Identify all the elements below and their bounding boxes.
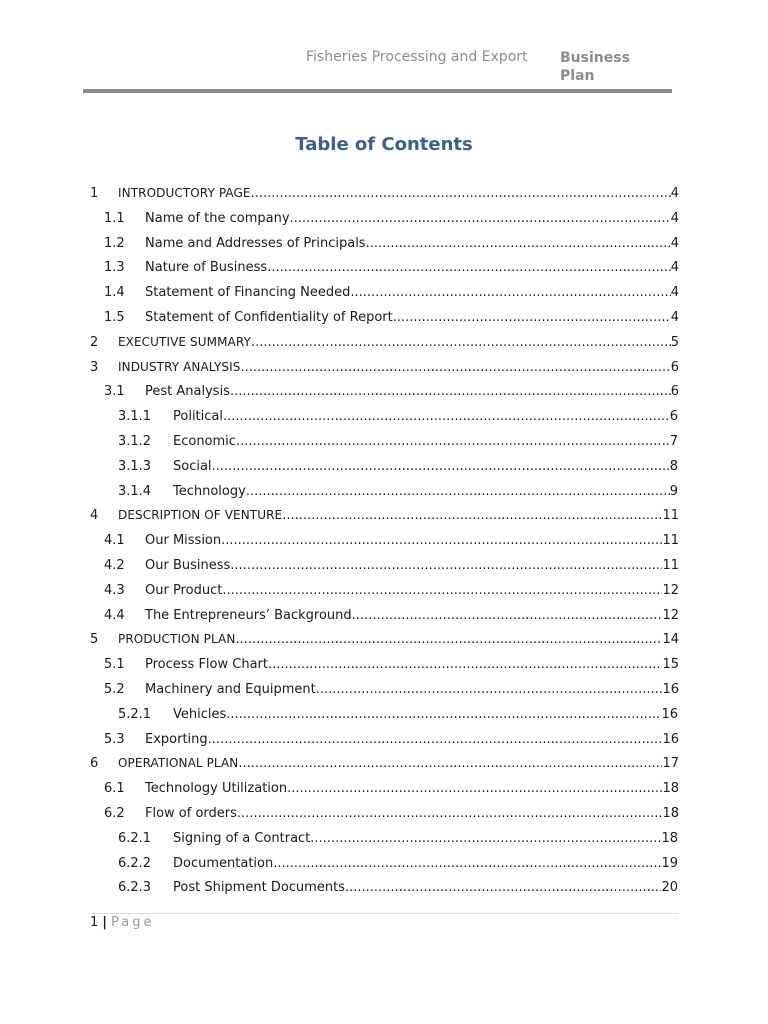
toc-dot-leader: [393, 310, 671, 325]
toc-entry-page: 20: [661, 880, 678, 895]
toc-entry-page: 12: [662, 608, 679, 623]
toc-entry-number: 4.1: [104, 533, 125, 548]
toc-dot-leader: [235, 632, 662, 647]
toc-entry[interactable]: [104, 260, 679, 282]
toc-entry-title: Our Business: [145, 558, 231, 573]
toc-entry[interactable]: [118, 459, 678, 481]
toc-dot-leader: [237, 806, 663, 821]
toc-entry[interactable]: [118, 831, 678, 853]
toc-entry-title: Social: [173, 459, 212, 474]
toc-entry[interactable]: [118, 409, 678, 431]
footer-separator: |: [102, 915, 108, 930]
toc-entry-page: 4: [670, 186, 679, 201]
toc-dot-leader: [273, 856, 661, 871]
toc-entry-page: 6: [670, 384, 679, 399]
toc-entry-title: Statement of Financing Needed: [145, 285, 351, 300]
toc-entry-page: 16: [662, 682, 679, 697]
toc-entry-title: Name of the company: [145, 211, 290, 226]
toc-dot-leader: [221, 533, 662, 548]
toc-entry[interactable]: [104, 732, 679, 754]
toc-entry-number: 5.1: [104, 657, 125, 672]
toc-entry-title: Machinery and Equipment: [145, 682, 316, 697]
toc-entry[interactable]: [118, 484, 678, 506]
toc-entry-page: 4: [670, 211, 679, 226]
toc-dot-leader: [251, 186, 671, 201]
toc-entry-page: 15: [662, 657, 679, 672]
toc-entry-title: Our Product: [145, 583, 223, 598]
toc-entry-number: 1.3: [104, 260, 125, 275]
toc-entry-title: INTRODUCTORY PAGE: [118, 186, 251, 200]
toc-entry-title: Vehicles: [173, 707, 227, 722]
toc-entry-number: 5: [90, 632, 99, 647]
toc-entry[interactable]: [104, 384, 679, 406]
toc-dot-leader: [226, 707, 661, 722]
toc-entry-page: 14: [662, 632, 679, 647]
toc-entry-title: Flow of orders: [145, 806, 237, 821]
toc-entry-number: 2: [90, 335, 99, 350]
toc-entry-number: 6.2.1: [118, 831, 152, 846]
toc-entry-page: 9: [669, 484, 678, 499]
toc-entry-page: 18: [661, 831, 678, 846]
toc-entry-number: 6: [90, 756, 99, 771]
toc-entry-title: Our Mission: [145, 533, 222, 548]
toc-entry-title: Statement of Confidentiality of Report: [145, 310, 393, 325]
toc-entry-number: 1.1: [104, 211, 125, 226]
toc-entry[interactable]: [104, 583, 679, 605]
toc-entry[interactable]: [104, 285, 679, 307]
toc-entry-number: 3.1: [104, 384, 125, 399]
toc-dot-leader: [236, 434, 670, 449]
toc-entry[interactable]: [90, 360, 679, 382]
toc-entry-title: Political: [173, 409, 223, 424]
toc-entry-number: 6.2.3: [118, 880, 152, 895]
toc-entry-page: 6: [669, 409, 678, 424]
header-document-title: Fisheries Processing and Export: [306, 49, 528, 65]
toc-entry-title: Documentation: [173, 856, 274, 871]
toc-entry-title: Nature of Business: [145, 260, 268, 275]
toc-dot-leader: [366, 236, 671, 251]
toc-entry[interactable]: [90, 186, 679, 208]
toc-dot-leader: [251, 335, 671, 350]
toc-dot-leader: [345, 880, 662, 895]
toc-entry-title: Pest Analysis: [145, 384, 230, 399]
toc-entry[interactable]: [90, 335, 679, 357]
toc-entry-title: INDUSTRY ANALYSIS: [118, 360, 241, 374]
toc-entry-title: PRODUCTION PLAN: [118, 632, 236, 646]
toc-entry-number: 6.2.2: [118, 856, 152, 871]
toc-entry-page: 8: [669, 459, 678, 474]
toc-entry-number: 4.4: [104, 608, 125, 623]
toc-entry-title: Technology: [173, 484, 246, 499]
toc-entry-page: 16: [661, 707, 678, 722]
toc-entry-title: Exporting: [145, 732, 208, 747]
header-divider: [83, 89, 672, 93]
toc-entry[interactable]: [104, 781, 679, 803]
toc-dot-leader: [310, 831, 661, 846]
toc-entry[interactable]: [90, 756, 679, 778]
toc-entry-number: 3.1.3: [118, 459, 152, 474]
toc-entry-title: The Entrepreneurs’ Background: [145, 608, 352, 623]
toc-dot-leader: [268, 657, 662, 672]
toc-entry-number: 1: [90, 186, 99, 201]
toc-dot-leader: [222, 583, 662, 598]
page-footer: [90, 915, 155, 930]
toc-entry-number: 3: [90, 360, 99, 375]
toc-entry-title: EXECUTIVE SUMMARY: [118, 335, 251, 349]
footer-page-number: 1: [90, 915, 99, 930]
toc-entry[interactable]: [104, 558, 679, 580]
toc-entry-page: 6: [670, 360, 679, 375]
toc-dot-leader: [316, 682, 663, 697]
toc-entry[interactable]: [90, 632, 679, 654]
toc-entry-number: 3.1.2: [118, 434, 152, 449]
toc-entry-title: OPERATIONAL PLAN: [118, 756, 239, 770]
toc-entry-page: 17: [662, 756, 679, 771]
toc-entry-page: 4: [670, 285, 679, 300]
toc-entry-page: 4: [670, 236, 679, 251]
toc-entry-number: 5.2.1: [118, 707, 152, 722]
toc-dot-leader: [241, 360, 671, 375]
toc-heading: Table of Contents: [295, 134, 473, 155]
toc-dot-leader: [287, 781, 662, 796]
toc-entry-title: Name and Addresses of Principals: [145, 236, 366, 251]
toc-entry-page: 11: [662, 533, 679, 548]
toc-dot-leader: [212, 459, 670, 474]
toc-entry-number: 3.1.4: [118, 484, 152, 499]
toc-dot-leader: [230, 384, 671, 399]
toc-entry-number: 3.1.1: [118, 409, 152, 424]
toc-entry[interactable]: [104, 211, 679, 233]
toc-entry-page: 7: [669, 434, 678, 449]
toc-dot-leader: [282, 508, 662, 523]
toc-entry-page: 11: [662, 508, 679, 523]
toc-entry-number: 1.5: [104, 310, 125, 325]
toc-entry-number: 5.2: [104, 682, 125, 697]
toc-dot-leader: [352, 608, 663, 623]
toc-entry-number: 1.4: [104, 285, 125, 300]
footer-page-label: Page: [111, 915, 155, 930]
toc-entry-page: 19: [661, 856, 678, 871]
toc-entry[interactable]: [104, 806, 679, 828]
toc-entry[interactable]: [118, 707, 678, 729]
toc-entry-page: 11: [662, 558, 679, 573]
toc-dot-leader: [290, 211, 671, 226]
toc-entry[interactable]: [118, 434, 678, 456]
toc-dot-leader: [230, 558, 662, 573]
toc-entry-title: Process Flow Chart: [145, 657, 268, 672]
toc-entry-page: 5: [670, 335, 679, 350]
toc-entry-number: 1.2: [104, 236, 125, 251]
toc-entry-title: DESCRIPTION OF VENTURE: [118, 508, 283, 522]
toc-entry[interactable]: [104, 657, 679, 679]
toc-entry[interactable]: [104, 533, 679, 555]
toc-entry-page: 4: [670, 310, 679, 325]
toc-dot-leader: [208, 732, 663, 747]
toc-dot-leader: [350, 285, 670, 300]
toc-entry[interactable]: [118, 880, 678, 902]
toc-entry-number: 4.3: [104, 583, 125, 598]
toc-entry-page: 18: [662, 806, 679, 821]
toc-entry[interactable]: [104, 310, 679, 332]
toc-entry-page: 16: [662, 732, 679, 747]
toc-dot-leader: [238, 756, 662, 771]
toc-entry[interactable]: [104, 236, 679, 258]
footer-divider: [90, 913, 678, 914]
toc-entry-title: Post Shipment Documents: [173, 880, 345, 895]
toc-entry-number: 5.3: [104, 732, 125, 747]
toc-entry-title: Technology Utilization: [145, 781, 288, 796]
toc-entry[interactable]: [104, 608, 679, 630]
toc-entry-page: 18: [662, 781, 679, 796]
toc-entry[interactable]: [104, 682, 679, 704]
header-document-type: Business Plan: [560, 50, 630, 84]
toc-entry[interactable]: [118, 856, 678, 878]
toc-dot-leader: [246, 484, 670, 499]
toc-entry-title: Economic: [173, 434, 236, 449]
toc-entry-number: 6.1: [104, 781, 125, 796]
toc-entry-number: 4.2: [104, 558, 125, 573]
toc-entry-number: 6.2: [104, 806, 125, 821]
toc-dot-leader: [267, 260, 671, 275]
toc-entry-number: 4: [90, 508, 99, 523]
toc-entry-page: 4: [670, 260, 679, 275]
toc-dot-leader: [223, 409, 670, 424]
toc-entry-page: 12: [662, 583, 679, 598]
toc-entry-title: Signing of a Contract: [173, 831, 311, 846]
toc-entry[interactable]: [90, 508, 679, 530]
